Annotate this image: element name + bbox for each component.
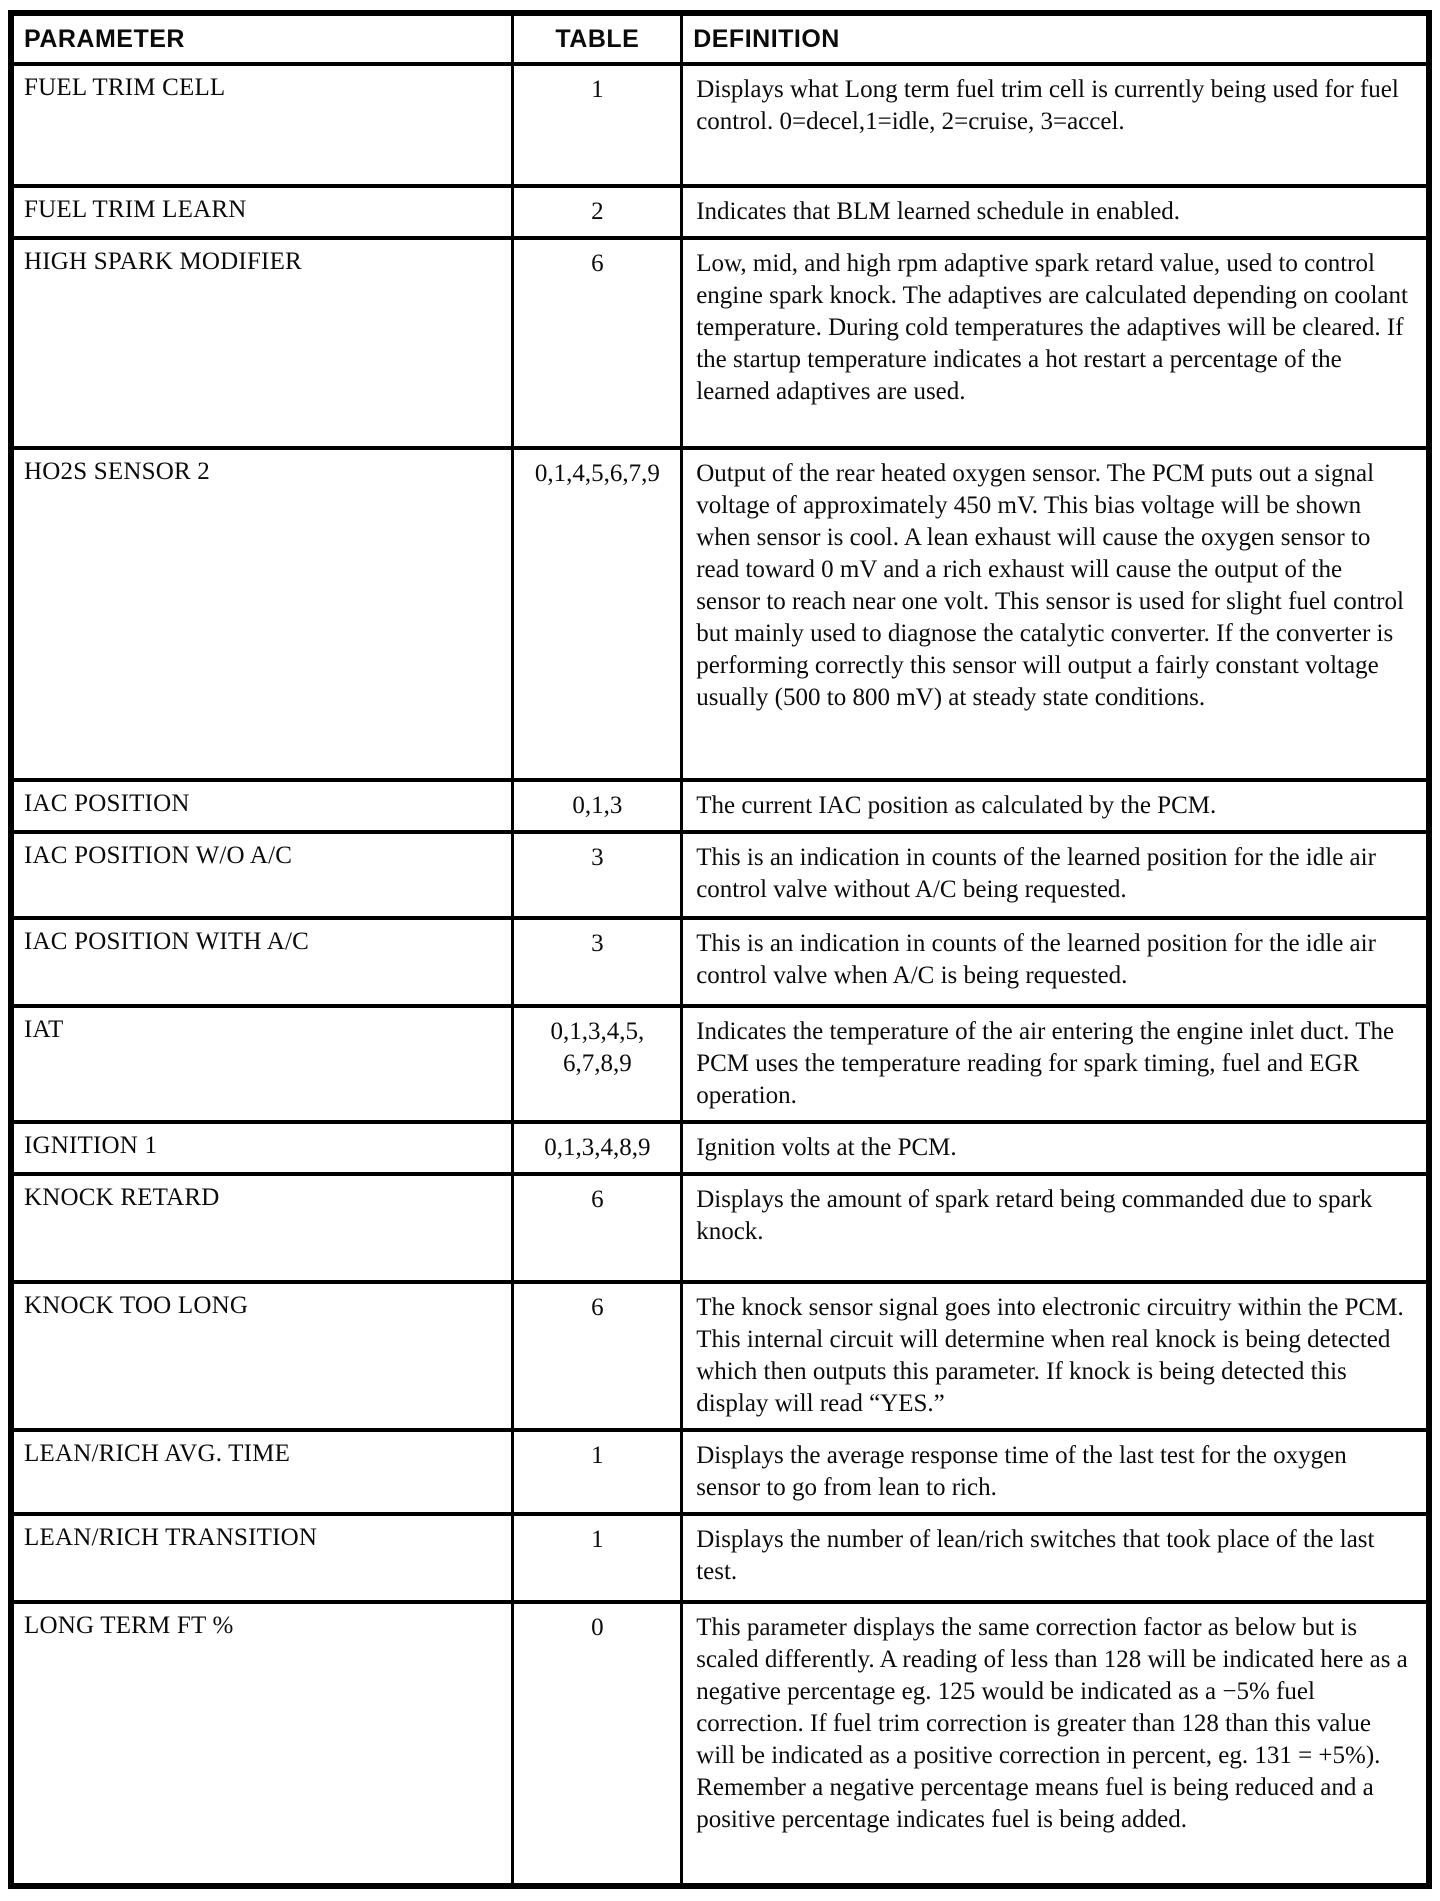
table-number-cell: 1 [513, 64, 682, 186]
parameter-cell: IGNITION 1 [11, 1122, 513, 1174]
parameter-cell: KNOCK TOO LONG [11, 1282, 513, 1430]
definition-cell: Indicates the temperature of the air entering the engine inlet duct. The PCM uses the temperature reading for spark timing, fuel and EGR operation. [682, 1006, 1429, 1122]
table-row [11, 780, 1429, 832]
table-number-cell: 1 [513, 1514, 682, 1602]
parameter-cell: LEAN/RICH TRANSITION [11, 1514, 513, 1602]
table-header [11, 13, 1429, 64]
table-row [11, 448, 1429, 780]
parameter-cell: HIGH SPARK MODIFIER [11, 238, 513, 448]
table-number-cell: 0,1,3,4,8,9 [513, 1122, 682, 1174]
table-row [11, 64, 1429, 186]
definition-cell: Displays what Long term fuel trim cell is currently being used for fuel control. 0=decel,1=idle, 2=cruise, 3=accel. [682, 64, 1429, 186]
parameter-cell: KNOCK RETARD [11, 1174, 513, 1282]
parameter-cell: HO2S SENSOR 2 [11, 448, 513, 780]
definition-cell: Ignition volts at the PCM. [682, 1122, 1429, 1174]
header-row [11, 13, 1429, 64]
definition-cell: Output of the rear heated oxygen sensor. The PCM puts out a signal voltage of approximately 450 mV. This bias voltage will be shown when sensor is cool. A lean exhaust will cause the oxygen sensor to read toward 0 mV and a rich exhaust will cause the output of the sensor to reach near one volt. This sensor is used for slight fuel control but mainly used to diagnose the catalytic converter. If the converter is performing correctly this sensor will output a fairly constant voltage usually (500 to 800 mV) at steady state conditions. [682, 448, 1429, 780]
parameter-cell: FUEL TRIM CELL [11, 64, 513, 186]
table-body [11, 64, 1429, 1886]
table-row [11, 832, 1429, 918]
table-number-cell: 0,1,3,4,5, 6,7,8,9 [513, 1006, 682, 1122]
parameter-cell: IAC POSITION W/O A/C [11, 832, 513, 918]
table-row [11, 1122, 1429, 1174]
table-row [11, 1006, 1429, 1122]
definition-cell: Displays the number of lean/rich switches that took place of the last test. [682, 1514, 1429, 1602]
table-number-cell: 6 [513, 1282, 682, 1430]
table-row [11, 238, 1429, 448]
table-row [11, 918, 1429, 1006]
table-number-cell: 0,1,3 [513, 780, 682, 832]
table-number-cell: 2 [513, 186, 682, 238]
table-number-cell: 0,1,4,5,6,7,9 [513, 448, 682, 780]
table-row [11, 1174, 1429, 1282]
table-number-cell: 1 [513, 1430, 682, 1514]
table-row [11, 1282, 1429, 1430]
table-number-cell: 3 [513, 918, 682, 1006]
parameter-cell: IAC POSITION [11, 780, 513, 832]
definition-cell: The current IAC position as calculated by the PCM. [682, 780, 1429, 832]
header-definition: DEFINITION [682, 13, 1429, 64]
definition-cell: Low, mid, and high rpm adaptive spark retard value, used to control engine spark knock. The adaptives are calculated depending on coolant temperature. During cold temperatures the adaptives will be cleared. If the startup temperature indicates a hot restart a percentage of the learned adaptives are used. [682, 238, 1429, 448]
definition-cell: Indicates that BLM learned schedule in enabled. [682, 186, 1429, 238]
parameter-cell: FUEL TRIM LEARN [11, 186, 513, 238]
definition-cell: This is an indication in counts of the learned position for the idle air control valve when A/C is being requested. [682, 918, 1429, 1006]
table-row [11, 186, 1429, 238]
table-number-cell: 0 [513, 1602, 682, 1886]
parameter-cell: LONG TERM FT % [11, 1602, 513, 1886]
parameter-cell: IAC POSITION WITH A/C [11, 918, 513, 1006]
definition-cell: The knock sensor signal goes into electronic circuitry within the PCM. This internal circuit will determine when real knock is being detected which then outputs this parameter. If knock is being detected this display will read “YES.” [682, 1282, 1429, 1430]
table-row [11, 1514, 1429, 1602]
table-number-cell: 3 [513, 832, 682, 918]
definition-cell: This is an indication in counts of the learned position for the idle air control valve without A/C being requested. [682, 832, 1429, 918]
table-number-cell: 6 [513, 1174, 682, 1282]
definition-cell: Displays the average response time of the last test for the oxygen sensor to go from lean to rich. [682, 1430, 1429, 1514]
parameter-definition-table [8, 10, 1432, 1889]
definition-cell: Displays the amount of spark retard being commanded due to spark knock. [682, 1174, 1429, 1282]
table-row [11, 1602, 1429, 1886]
parameter-cell: IAT [11, 1006, 513, 1122]
table-number-cell: 6 [513, 238, 682, 448]
table-row [11, 1430, 1429, 1514]
definition-cell: This parameter displays the same correction factor as below but is scaled differently. A reading of less than 128 will be indicated here as a negative percentage eg. 125 would be indicated as a −5% fuel correction. If fuel trim correction is greater than 128 than this value will be indicated as a positive correction in percent, eg. 131 = +5%). Remember a negative percentage means fuel is being reduced and a positive percentage indicates fuel is being added. [682, 1602, 1429, 1886]
parameter-cell: LEAN/RICH AVG. TIME [11, 1430, 513, 1514]
header-table: TABLE [513, 13, 682, 64]
header-parameter: PARAMETER [11, 13, 513, 64]
